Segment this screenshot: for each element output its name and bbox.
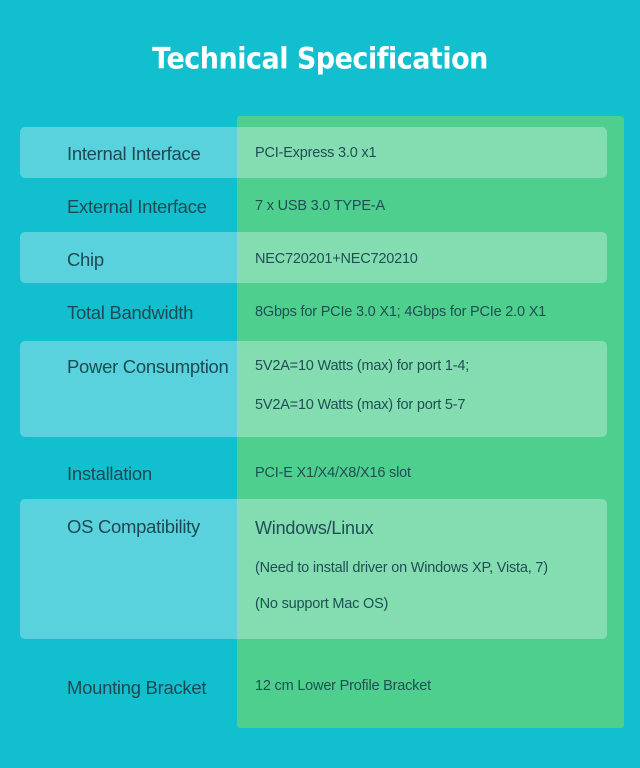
spec-value: 5V2A=10 Watts (max) for port 5-7 [255,397,466,413]
spec-value: (No support Mac OS) [255,596,389,612]
spec-value: PCI-Express 3.0 x1 [255,145,377,161]
spec-value: PCI-E X1/X4/X8/X16 slot [255,465,411,481]
spec-value: NEC720201+NEC720210 [255,251,418,267]
spec-label: Power Consumption [67,356,229,377]
spec-value: Windows/Linux [255,518,374,538]
spec-label: Chip [67,249,104,270]
spec-label: Installation [67,463,152,484]
spec-label: Mounting Bracket [67,677,207,698]
spec-value: 12 cm Lower Profile Bracket [255,678,431,694]
spec-label: OS Compatibility [67,516,200,537]
spec-label: External Interface [67,196,207,217]
spec-value: 7 x USB 3.0 TYPE-A [255,198,385,214]
spec-label: Internal Interface [67,143,201,164]
spec-label: Total Bandwidth [67,302,194,323]
spec-value: 8Gbps for PCIe 3.0 X1; 4Gbps for PCIe 2.0 X1 [255,304,547,320]
spec-value: 5V2A=10 Watts (max) for port 1-4; [255,358,470,374]
page-title: Technical Specification [152,42,488,77]
spec-value: (Need to install driver on Windows XP, Vista, 7) [255,560,548,576]
